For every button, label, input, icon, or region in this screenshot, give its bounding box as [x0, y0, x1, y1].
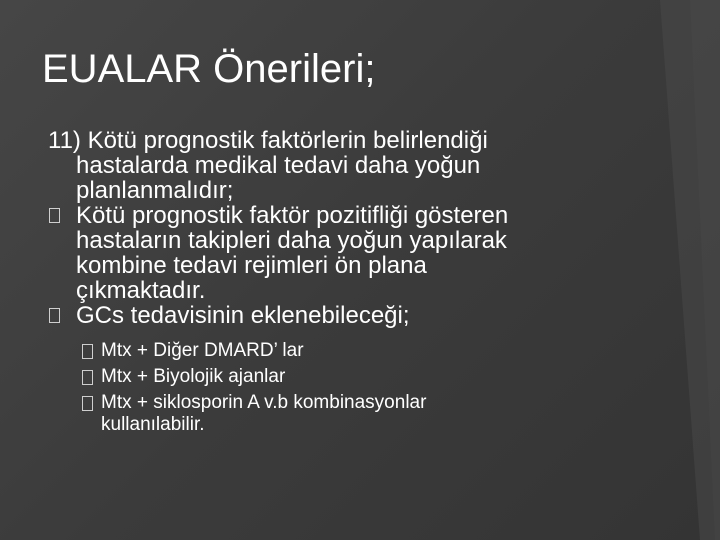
para-line: hastalarda medikal tedavi daha yoğun [76, 152, 481, 179]
numbered-paragraph [48, 128, 648, 203]
bullet-line: GCs tedavisinin eklenebileceği; [76, 302, 410, 329]
bullet-line: Kötü prognostik faktör pozitifliği gösteren [76, 202, 509, 229]
bullet-item [48, 303, 648, 328]
sub-bullet-list [82, 340, 648, 436]
square-bullet-icon [49, 308, 60, 323]
sub-bullet-line: Mtx + siklosporin A v.b kombinasyonlar [101, 392, 427, 413]
bullet-line: çıkmaktadır. [76, 277, 206, 304]
square-bullet-icon [82, 370, 93, 385]
sub-bullet-item [82, 366, 648, 388]
sub-bullet-item [82, 340, 648, 362]
para-line: 11) Kötü prognostik faktörlerin belirlendiği [48, 127, 488, 154]
slide-title: EUALAR Önerileri; [42, 47, 376, 91]
bullet-item [48, 203, 648, 303]
sub-bullet-line: Mtx + Biyolojik ajanlar [101, 366, 286, 387]
square-bullet-icon [82, 396, 93, 411]
bullet-line: kombine tedavi rejimleri ön plana [76, 252, 427, 279]
sub-bullet-line: kullanılabilir. [101, 414, 205, 435]
square-bullet-icon [82, 344, 93, 359]
square-bullet-icon [49, 208, 60, 223]
bullet-line: hastaların takipleri daha yoğun yapılarak [76, 227, 507, 254]
sub-bullet-line: Mtx + Diğer DMARD’ lar [101, 340, 304, 361]
para-line: planlanmalıdır; [76, 177, 234, 204]
sub-bullet-item [82, 392, 648, 436]
slide-content [48, 128, 648, 440]
